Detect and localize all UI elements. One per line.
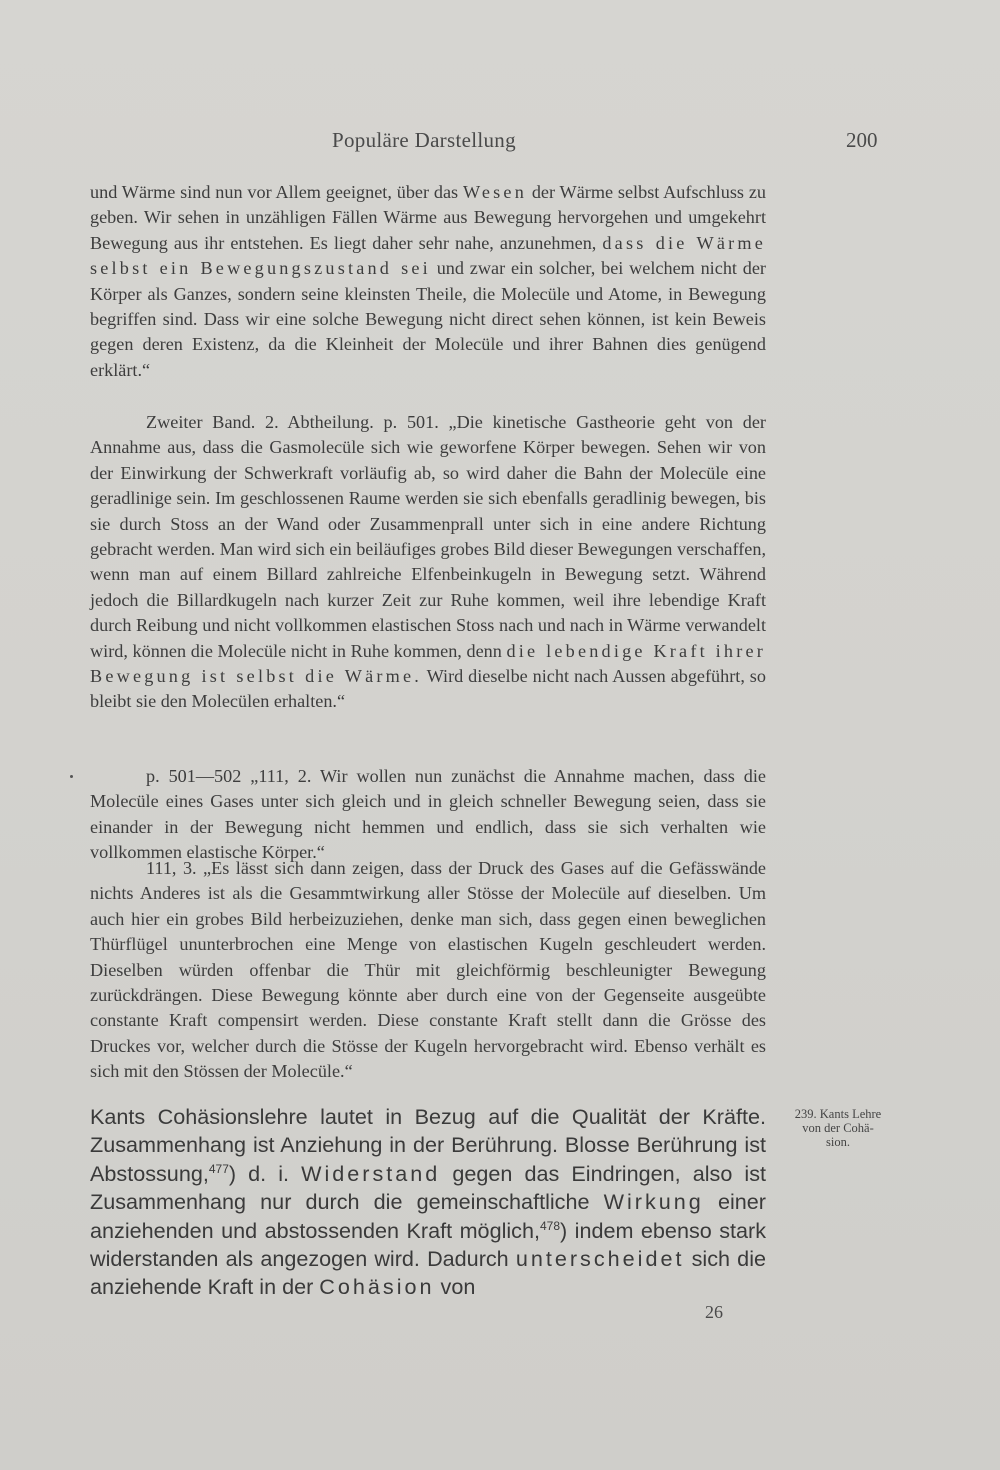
quote-paragraph-1: [90, 180, 766, 383]
quote-text: p. 501—502 „111, 2. Wir wollen nun zunächst die Annahme machen, dass die Molecüle eines Gases unter sich gleich und in gleich schneller Bewegung seien, dass sie einander in der Bewegung nicht hemmen und endlich, dass sie sich verhalten wie vollkommen elastische Körper.“: [90, 766, 766, 863]
quote-text: der Wärme selbst Aufschluss zu geben. Wir sehen in unzähligen Fällen Wärme aus Bewegung hervorgehen und umgekehrt Bewegung aus ihr entstehen. Es liegt daher sehr nahe, anzunehmen,: [90, 182, 766, 253]
margin-note-line: 239. Kants Lehre: [794, 1107, 882, 1121]
quote-text: 111, 3. „Es lässt sich dann zeigen, dass der Druck des Gases auf die Gefässwände nichts Anderes ist als die Gesammtwirkung aller Stösse der Molecüle auf dieselben. Um auch hier ein grobes Bild herbeizuziehen, denke man sich, dass gegen einen beweglichen Thürflügel ununterbrochen eine Menge von elastischen Kugeln geschleudert werden. Dieselben würden offenbar die Thür mit gleichförmig beschleunigter Bewegung zurückdrängen. Diese Bewegung könnte aber durch eine von der Gegenseite ausgeübte constante Kraft compensirt werden. Diese constante Kraft stellt dann die Grösse des Druckes vor, welcher durch die Stösse der Kugeln hervorgebracht wird. Ebenso verhält es sich mit den Stössen der Molecüle.“: [90, 858, 766, 1082]
margin-note: [776, 1107, 900, 1149]
main-paragraph: [90, 1103, 766, 1302]
spaced-emphasis: dass die Wärme selbst ein Bewegungszustand sei: [90, 232, 766, 279]
quote-paragraph-2: [90, 410, 766, 715]
quote-text: Wird dieselbe nicht nach Aussen abgeführt, so bleibt sie den Molecülen erhalten.“: [90, 666, 766, 712]
quote-text: Zweiter Band. 2. Abtheilung. p. 501. „Die kinetische Gastheorie geht von der Annahme aus, dass die Gasmolecüle sich wie geworfene Körper bewegen. Sehen wir von der Einwirkung der Schwerkraft vorläufig ab, so wird daher die Bahn der Molecüle eine geradlinige sein. Im geschlossenen Raume werden sie sich ebenfalls geradlinig bewegen, bis sie durch Stoss an der Wand oder Zusammenprall unter sich in eine andere Richtung gebracht werden. Man wird sich ein beiläufiges grobes Bild dieser Bewegungen verschaffen, wenn man auf einem Billard zahlreiche Elfenbeinkugeln in Bewegung setzt. Während jedoch die Billardkugeln nach kurzer Zeit zur Ruhe kommen, weil ihre lebendige Kraft durch Reibung und nicht vollkommen elastischen Stoss nach und nach in Wärme verwandelt wird, können die Molecüle nicht in Ruhe kommen, denn: [90, 412, 766, 661]
quote-paragraph-4: [90, 856, 766, 1085]
footnote-ref-477: 477: [208, 1161, 229, 1176]
running-head: [0, 128, 1000, 158]
main-text-run: Kants Cohäsionslehre lautet in Bezug auf die Qualität der Kräfte. Zusammenhang ist Anziehung in der Berührung. Blosse Berührung ist Abstossung,: [90, 1104, 766, 1186]
spaced-emphasis: Wesen: [462, 182, 527, 202]
margin-note-line: von der Cohä-: [802, 1121, 874, 1135]
quote-text: und Wärme sind nun vor Allem geeignet, über das: [90, 182, 463, 202]
main-text-run: ) d. i.: [228, 1160, 302, 1186]
margin-note-line: sion.: [826, 1135, 850, 1149]
signature-mark: 26: [705, 1302, 723, 1322]
spaced-emphasis: unterscheidet: [515, 1246, 685, 1272]
main-text-run: ) indem ebenso stark widerstanden als angezogen wird. Dadurch: [90, 1217, 767, 1272]
quote-paragraph-3: [90, 764, 766, 866]
running-title: Populäre Darstellung: [332, 128, 516, 152]
spaced-emphasis: Wirkung: [603, 1189, 704, 1215]
main-text-run: von: [434, 1274, 476, 1300]
main-text-run: gegen das Eindringen, also ist Zusammenhang nur durch die gemeinschaftliche: [90, 1160, 766, 1215]
print-speck: [70, 775, 73, 778]
main-text-run: einer anziehenden und abstossenden Kraft möglich,: [90, 1189, 766, 1243]
page-number: 200: [846, 128, 878, 152]
quote-text: und zwar ein solcher, bei welchem nicht der Körper als Ganzes, sondern seine kleinsten Theile, die Molecüle und Atome, in Bewegung begriffen sind. Dass wir eine solche Bewegung nicht direct sehen können, ist kein Beweis gegen deren Existenz, da die Kleinheit der Molecüle und ihrer Bahnen dies genügend erklärt.“: [90, 258, 766, 380]
main-text-run: sich die anziehende Kraft in der: [90, 1246, 766, 1300]
footnote-ref-478: 478: [539, 1218, 561, 1233]
spaced-emphasis: Widerstand: [301, 1160, 441, 1186]
spaced-emphasis: Cohäsion: [319, 1274, 435, 1300]
spaced-emphasis: die lebendige Kraft ihrer Bewegung ist selbst die Wärme.: [90, 640, 767, 687]
